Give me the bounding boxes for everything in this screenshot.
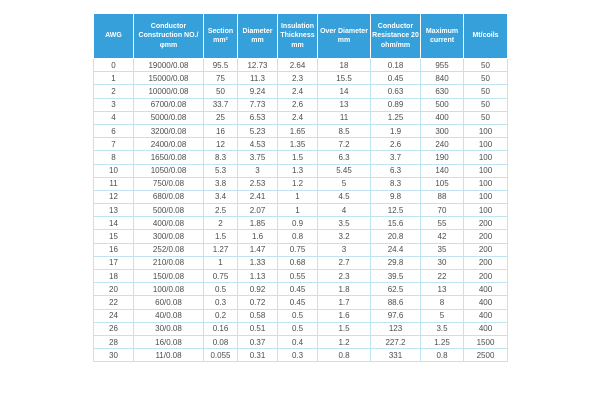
table-cell: 0.68: [278, 256, 318, 269]
table-cell: 955: [421, 59, 464, 72]
table-cell: 7.73: [238, 98, 278, 111]
table-cell: 5.3: [204, 164, 238, 177]
table-cell: 0.8: [421, 349, 464, 362]
table-cell: 39.5: [371, 270, 421, 283]
table-row: [94, 177, 508, 190]
table-cell: 0.92: [238, 283, 278, 296]
table-cell: 0.45: [371, 72, 421, 85]
table-cell: 1: [278, 190, 318, 203]
table-cell: 29.8: [371, 256, 421, 269]
table-row: [94, 256, 508, 269]
table-cell: 40/0.08: [134, 309, 204, 322]
table-cell: 4.5: [318, 190, 371, 203]
table-cell: 105: [421, 177, 464, 190]
table-cell: 1.7: [318, 296, 371, 309]
table-cell: 0.55: [278, 270, 318, 283]
table-cell: 1.3: [278, 164, 318, 177]
table-cell: 28: [94, 335, 134, 348]
table-cell: 300/0.08: [134, 230, 204, 243]
table-cell: 100/0.08: [134, 283, 204, 296]
table-cell: 680/0.08: [134, 190, 204, 203]
table-cell: 1.6: [318, 309, 371, 322]
table-cell: 2.4: [278, 111, 318, 124]
table-cell: 1.85: [238, 217, 278, 230]
table-cell: 20: [94, 283, 134, 296]
table-cell: 0.45: [278, 296, 318, 309]
table-cell: 3.5: [318, 217, 371, 230]
table-cell: 2.64: [278, 59, 318, 72]
table-cell: 24.4: [371, 243, 421, 256]
table-cell: 16: [204, 124, 238, 137]
table-cell: 0.5: [278, 309, 318, 322]
table-cell: 3200/0.08: [134, 124, 204, 137]
table-cell: 100: [464, 164, 508, 177]
table-cell: 2.07: [238, 204, 278, 217]
table-cell: 1.13: [238, 270, 278, 283]
table-cell: 55: [421, 217, 464, 230]
col-header-conductor-construction: Conductor Construction NO./φmm: [134, 14, 204, 59]
table-row: [94, 296, 508, 309]
table-row: [94, 98, 508, 111]
table-cell: 1.5: [318, 322, 371, 335]
table-cell: 0.72: [238, 296, 278, 309]
table-cell: 2.3: [278, 72, 318, 85]
table-cell: 140: [421, 164, 464, 177]
table-cell: 630: [421, 85, 464, 98]
table-cell: 16/0.08: [134, 335, 204, 348]
table-row: [94, 164, 508, 177]
table-cell: 11/0.08: [134, 349, 204, 362]
table-cell: 14: [94, 217, 134, 230]
table-cell: 1500: [464, 335, 508, 348]
table-cell: 1.2: [278, 177, 318, 190]
table-cell: 5: [318, 177, 371, 190]
table-cell: 0.89: [371, 98, 421, 111]
table-row: [94, 335, 508, 348]
table-row: [94, 111, 508, 124]
table-cell: 50: [204, 85, 238, 98]
table-cell: 22: [421, 270, 464, 283]
table-cell: 1.8: [318, 283, 371, 296]
table-cell: 3.8: [204, 177, 238, 190]
table-cell: 2: [204, 217, 238, 230]
table-cell: 8.3: [204, 151, 238, 164]
table-cell: 400/0.08: [134, 217, 204, 230]
table-cell: 30: [94, 349, 134, 362]
table-cell: 12: [204, 138, 238, 151]
table-cell: 50: [464, 59, 508, 72]
table-row: [94, 190, 508, 203]
table-row: [94, 243, 508, 256]
table-cell: 97.6: [371, 309, 421, 322]
table-cell: 15: [94, 230, 134, 243]
table-cell: 70: [421, 204, 464, 217]
table-cell: 95.5: [204, 59, 238, 72]
table-cell: 18: [318, 59, 371, 72]
table-row: [94, 270, 508, 283]
table-cell: 1.5: [204, 230, 238, 243]
table-cell: 50: [464, 98, 508, 111]
table-cell: 200: [464, 270, 508, 283]
table-cell: 24: [94, 309, 134, 322]
table-cell: 11.3: [238, 72, 278, 85]
col-header-conductor-resistance: Conductor Resistance 20 ohm/mm: [371, 14, 421, 59]
table-row: [94, 230, 508, 243]
table-cell: 30: [421, 256, 464, 269]
table-cell: 0.2: [204, 309, 238, 322]
col-header-section: Section mm²: [204, 14, 238, 59]
table-cell: 12.73: [238, 59, 278, 72]
table-cell: 1.5: [278, 151, 318, 164]
table-cell: 3: [94, 98, 134, 111]
table-cell: 4: [318, 204, 371, 217]
table-body: [94, 59, 508, 362]
table-cell: 50: [464, 72, 508, 85]
col-header-over-diameter: Over Diameter mm: [318, 14, 371, 59]
table-cell: 1: [204, 256, 238, 269]
table-cell: 3: [318, 243, 371, 256]
table-row: [94, 217, 508, 230]
table-cell: 6700/0.08: [134, 98, 204, 111]
table-cell: 750/0.08: [134, 177, 204, 190]
table-cell: 500: [421, 98, 464, 111]
table-cell: 2.6: [278, 98, 318, 111]
table-cell: 400: [464, 322, 508, 335]
table-cell: 14: [318, 85, 371, 98]
table-cell: 0.3: [278, 349, 318, 362]
table-cell: 1.35: [278, 138, 318, 151]
table-cell: 3.2: [318, 230, 371, 243]
table-cell: 400: [464, 283, 508, 296]
table-cell: 10000/0.08: [134, 85, 204, 98]
table-cell: 0.08: [204, 335, 238, 348]
table-cell: 100: [464, 204, 508, 217]
table-row: [94, 204, 508, 217]
table-cell: 100: [464, 177, 508, 190]
table-cell: 3.4: [204, 190, 238, 203]
table-cell: 1.2: [318, 335, 371, 348]
table-cell: 33.7: [204, 98, 238, 111]
table-cell: 25: [204, 111, 238, 124]
table-cell: 0.75: [204, 270, 238, 283]
table-cell: 6.3: [371, 164, 421, 177]
table-cell: 300: [421, 124, 464, 137]
table-cell: 1: [278, 204, 318, 217]
table-cell: 240: [421, 138, 464, 151]
table-cell: 0.8: [278, 230, 318, 243]
table-row: [94, 85, 508, 98]
table-cell: 1650/0.08: [134, 151, 204, 164]
table-cell: 0.16: [204, 322, 238, 335]
table-cell: 19000/0.08: [134, 59, 204, 72]
table-row: [94, 59, 508, 72]
table-cell: 3.5: [421, 322, 464, 335]
table-cell: 0.51: [238, 322, 278, 335]
table-cell: 2: [94, 85, 134, 98]
table-cell: 0.75: [278, 243, 318, 256]
table-cell: 0.37: [238, 335, 278, 348]
table-row: [94, 322, 508, 335]
table-header: [94, 14, 508, 59]
table-cell: 5: [421, 309, 464, 322]
table-cell: 500/0.08: [134, 204, 204, 217]
table-cell: 35: [421, 243, 464, 256]
table-cell: 0.45: [278, 283, 318, 296]
table-cell: 0.3: [204, 296, 238, 309]
table-row: [94, 151, 508, 164]
table-cell: 13: [421, 283, 464, 296]
table-row: [94, 349, 508, 362]
table-cell: 1.25: [371, 111, 421, 124]
col-header-diameter: Diameter mm: [238, 14, 278, 59]
table-cell: 1.25: [421, 335, 464, 348]
table-cell: 8: [421, 296, 464, 309]
table-cell: 88: [421, 190, 464, 203]
table-cell: 2.6: [371, 138, 421, 151]
table-cell: 9.8: [371, 190, 421, 203]
table-cell: 150/0.08: [134, 270, 204, 283]
table-cell: 400: [421, 111, 464, 124]
table-cell: 0.63: [371, 85, 421, 98]
table-cell: 100: [464, 190, 508, 203]
table-cell: 2.41: [238, 190, 278, 203]
table-cell: 2.4: [278, 85, 318, 98]
table-cell: 13: [94, 204, 134, 217]
table-cell: 0: [94, 59, 134, 72]
table-cell: 8.5: [318, 124, 371, 137]
table-cell: 200: [464, 256, 508, 269]
table-cell: 0.58: [238, 309, 278, 322]
table-cell: 88.6: [371, 296, 421, 309]
table-cell: 1.27: [204, 243, 238, 256]
table-cell: 9.24: [238, 85, 278, 98]
table-cell: 2.5: [204, 204, 238, 217]
table-cell: 50: [464, 111, 508, 124]
table-cell: 2.7: [318, 256, 371, 269]
table-cell: 42: [421, 230, 464, 243]
table-cell: 1.9: [371, 124, 421, 137]
table-cell: 12.5: [371, 204, 421, 217]
table-cell: 200: [464, 230, 508, 243]
table-cell: 400: [464, 309, 508, 322]
table-cell: 4: [94, 111, 134, 124]
table-cell: 0.4: [278, 335, 318, 348]
table-cell: 100: [464, 151, 508, 164]
table-cell: 18: [94, 270, 134, 283]
table-cell: 5000/0.08: [134, 111, 204, 124]
table-cell: 8.3: [371, 177, 421, 190]
table-cell: 100: [464, 138, 508, 151]
table-cell: 2500: [464, 349, 508, 362]
table-cell: 100: [464, 124, 508, 137]
table-cell: 3.75: [238, 151, 278, 164]
col-header-maximum-current: Maximum current: [421, 14, 464, 59]
table-cell: 26: [94, 322, 134, 335]
table-cell: 17: [94, 256, 134, 269]
table-cell: 0.5: [278, 322, 318, 335]
table-cell: 60/0.08: [134, 296, 204, 309]
table-cell: 13: [318, 98, 371, 111]
table-cell: 1.65: [278, 124, 318, 137]
table-cell: 2.3: [318, 270, 371, 283]
table-cell: 22: [94, 296, 134, 309]
header-row: [94, 14, 508, 59]
awg-spec-table: [93, 13, 508, 362]
table-cell: 15.6: [371, 217, 421, 230]
table-cell: 5.45: [318, 164, 371, 177]
table-row: [94, 283, 508, 296]
table-cell: 15.5: [318, 72, 371, 85]
table-cell: 62.5: [371, 283, 421, 296]
table-cell: 200: [464, 243, 508, 256]
table-cell: 50: [464, 85, 508, 98]
table-cell: 0.5: [204, 283, 238, 296]
table-cell: 1050/0.08: [134, 164, 204, 177]
table-cell: 6.3: [318, 151, 371, 164]
table-cell: 252/0.08: [134, 243, 204, 256]
table-cell: 3: [238, 164, 278, 177]
table-cell: 0.9: [278, 217, 318, 230]
table-cell: 3.7: [371, 151, 421, 164]
table-cell: 2400/0.08: [134, 138, 204, 151]
table-cell: 400: [464, 296, 508, 309]
table-cell: 30/0.08: [134, 322, 204, 335]
table-cell: 15000/0.08: [134, 72, 204, 85]
table-cell: 0.055: [204, 349, 238, 362]
table-cell: 200: [464, 217, 508, 230]
table-cell: 0.31: [238, 349, 278, 362]
table-cell: 5.23: [238, 124, 278, 137]
table-cell: 20.8: [371, 230, 421, 243]
col-header-awg: AWG: [94, 14, 134, 59]
col-header-mt-coils: Mt/coils: [464, 14, 508, 59]
table-cell: 190: [421, 151, 464, 164]
table-cell: 11: [318, 111, 371, 124]
table-cell: 4.53: [238, 138, 278, 151]
table-cell: 6: [94, 124, 134, 137]
table-cell: 1.33: [238, 256, 278, 269]
table-cell: 8: [94, 151, 134, 164]
table-cell: 1: [94, 72, 134, 85]
table-cell: 6.53: [238, 111, 278, 124]
table-row: [94, 72, 508, 85]
table-cell: 2.53: [238, 177, 278, 190]
table-cell: 10: [94, 164, 134, 177]
table-row: [94, 124, 508, 137]
table-cell: 331: [371, 349, 421, 362]
table-cell: 7.2: [318, 138, 371, 151]
col-header-insulation-thickness: Insulation Thickness mm: [278, 14, 318, 59]
table-cell: 0.8: [318, 349, 371, 362]
table-cell: 16: [94, 243, 134, 256]
table-cell: 840: [421, 72, 464, 85]
table-row: [94, 309, 508, 322]
table-cell: 123: [371, 322, 421, 335]
table-cell: 11: [94, 177, 134, 190]
table-cell: 227.2: [371, 335, 421, 348]
table-row: [94, 138, 508, 151]
table-cell: 7: [94, 138, 134, 151]
table-cell: 12: [94, 190, 134, 203]
table-cell: 75: [204, 72, 238, 85]
table-cell: 210/0.08: [134, 256, 204, 269]
table-cell: 0.18: [371, 59, 421, 72]
table-cell: 1.47: [238, 243, 278, 256]
table-cell: 1.6: [238, 230, 278, 243]
